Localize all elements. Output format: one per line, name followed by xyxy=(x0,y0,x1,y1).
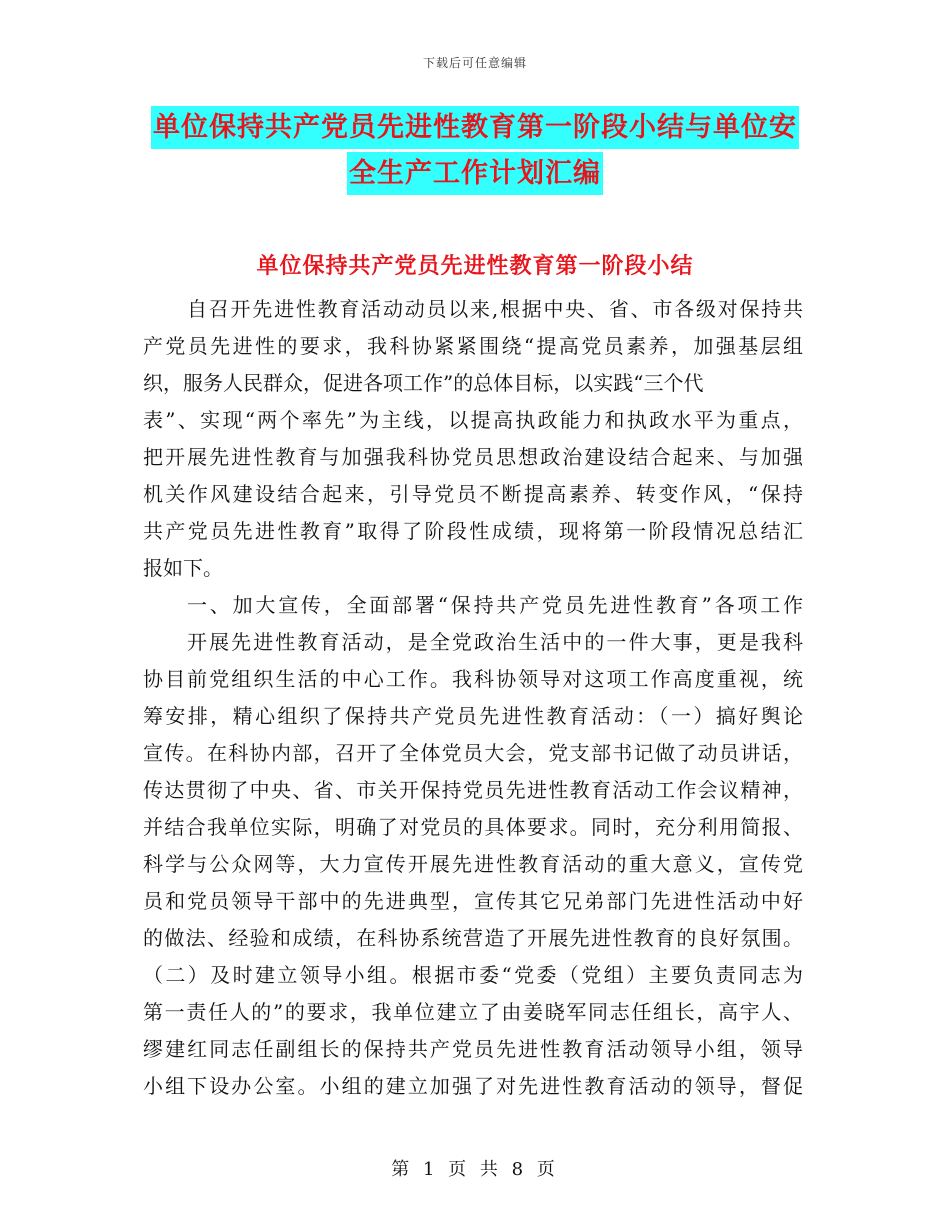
body-text-line: 开展先进性教育活动，是全党政治生活中的一件大事，更是我科 xyxy=(187,630,803,654)
body-text-line: 共产党员先进性教育”取得了阶段性成绩，现将第一阶段情况总结汇 xyxy=(143,519,803,543)
document-title-line-2 xyxy=(0,160,950,187)
document-title-line-1 xyxy=(0,114,950,141)
body-text-line: 织，服务人民群众，促进各项工作”的总体目标，以实践“三个代 xyxy=(143,371,704,395)
body-section-heading: 一、加大宣传，全面部署“保持共产党员先进性教育”各项工作 xyxy=(187,593,803,617)
body-text-line: 的做法、经验和成绩，在科协系统营造了开展先进性教育的良好氛围。 xyxy=(143,926,803,950)
body-text-line: 表”、实现“两个率先”为主线，以提高执政能力和执政水平为重点， xyxy=(143,408,803,432)
section-heading: 单位保持共产党员先进性教育第一阶段小结 xyxy=(256,254,694,279)
body-text-line: 机关作风建设结合起来，引导党员不断提高素养、转变作风，“保持 xyxy=(143,482,803,506)
body-text-line: 科学与公众网等，大力宣传开展先进性教育活动的重大意义，宣传党 xyxy=(143,852,803,876)
page-number: 第 1 页 共 8 页 xyxy=(391,1159,559,1180)
body-text-line: 小组下设办公室。小组的建立加强了对先进性教育活动的领导，督促 xyxy=(143,1074,803,1098)
body-text-line: （二）及时建立领导小组。根据市委“党委（党组）主要负责同志为 xyxy=(143,963,803,987)
body-text-line: 并结合我单位实际，明确了对党员的具体要求。同时，充分利用简报、 xyxy=(143,815,803,839)
body-text-line: 产党员先进性的要求，我科协紧紧围绕“提高党员素养，加强基层组 xyxy=(143,334,803,358)
body-text-line: 筹安排，精心组织了保持共产党员先进性教育活动：（一）搞好舆论 xyxy=(143,704,803,728)
body-text-line: 第一责任人的”的要求，我单位建立了由姜晓军同志任组长，高宇人、 xyxy=(143,1000,803,1024)
body-text-line: 宣传。在科协内部，召开了全体党员大会，党支部书记做了动员讲话， xyxy=(143,741,803,765)
body-text-line: 传达贯彻了中央、省、市关开保持党员先进性教育活动工作会议精神， xyxy=(143,778,803,802)
page-header-note: 下载后可任意编辑 xyxy=(422,56,527,70)
body-text-line: 自召开先进性教育活动动员以来,根据中央、省、市各级对保持共 xyxy=(187,297,803,321)
body-text-line: 把开展先进性教育与加强我科协党员思想政治建设结合起来、与加强 xyxy=(143,445,803,469)
body-text-line: 缪建红同志任副组长的保持共产党员先进性教育活动领导小组，领导 xyxy=(143,1037,803,1061)
body-text-line: 报如下。 xyxy=(143,556,223,580)
body-text-line: 员和党员领导干部中的先进典型，宣传其它兄弟部门先进性活动中好 xyxy=(143,889,803,913)
body-text-line: 协目前党组织生活的中心工作。我科协领导对这项工作高度重视，统 xyxy=(143,667,803,691)
title-highlight-1: 单位保持共产党员先进性教育第一阶段小结与单位安 xyxy=(151,106,799,149)
title-highlight-2: 全生产工作计划汇编 xyxy=(347,152,603,195)
